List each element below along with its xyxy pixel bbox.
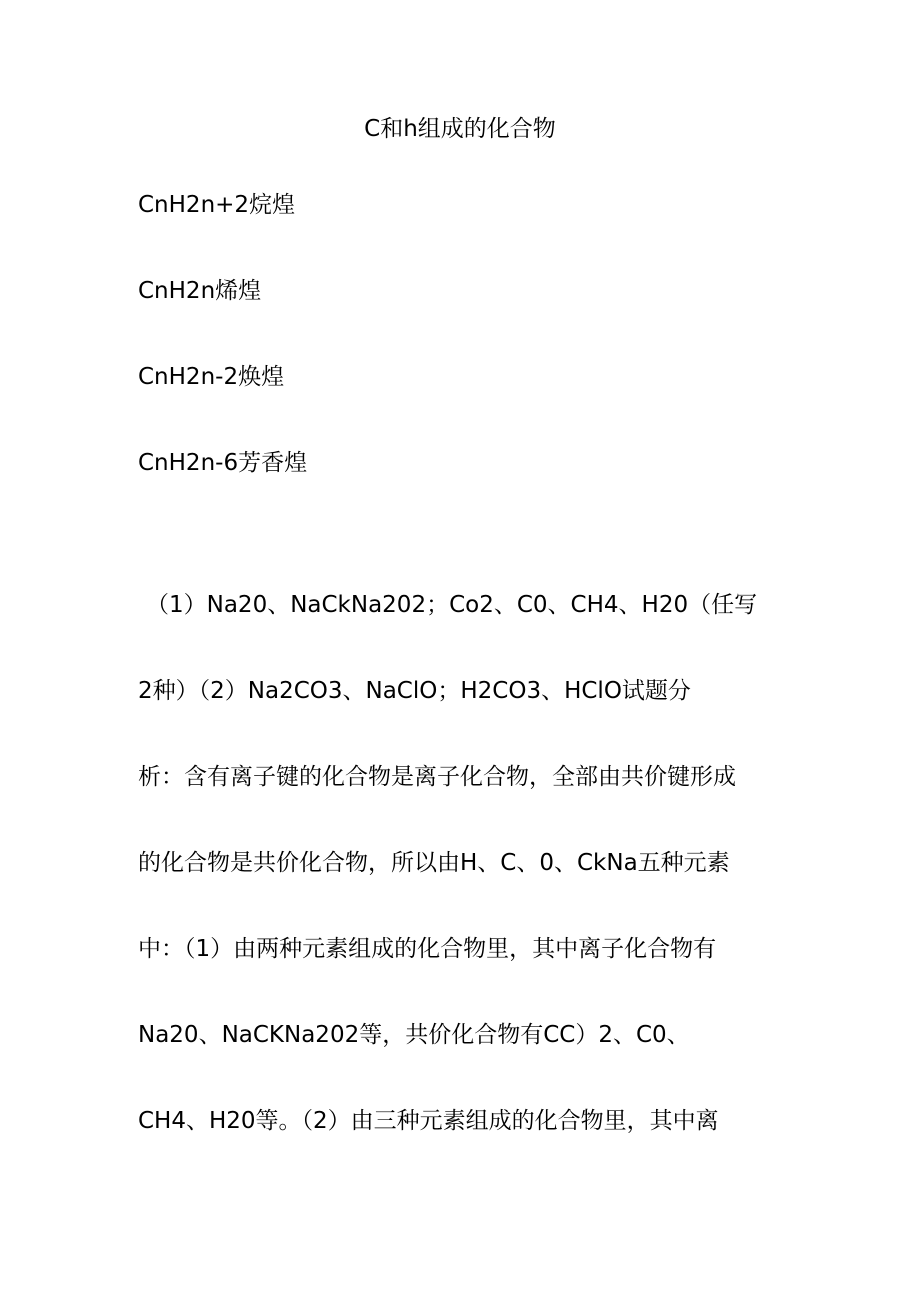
formula-alkane: CnH2n+2烷煌 — [138, 192, 296, 218]
paragraph-line: Na20、NaCKNa202等，共价化合物有CC）2、C0、 — [138, 1022, 690, 1048]
paragraph-line: 析：含有离子键的化合物是离子化合物，全部由共价键形成 — [138, 764, 736, 790]
paragraph-line: 2种）（2）Na2CO3、NaClO；H2CO3、HClO试题分 — [138, 678, 691, 704]
paragraph-line: CH4、H20等。（2）由三种元素组成的化合物里，其中离 — [138, 1108, 719, 1134]
paragraph-line: 的化合物是共价化合物，所以由H、C、0、CkNa五种元素 — [138, 850, 730, 876]
formula-alkene: CnH2n烯煌 — [138, 278, 262, 304]
formula-aromatic: CnH2n-6芳香煌 — [138, 450, 308, 476]
paragraph-line: 中：（1）由两种元素组成的化合物里，其中离子化合物有 — [138, 936, 717, 962]
document-title: C和h组成的化合物 — [364, 116, 556, 142]
paragraph-line: （1）Na20、NaCkNa202；Co2、C0、CH4、H20（任写 — [146, 592, 758, 618]
formula-alkyne: CnH2n-2焕煌 — [138, 364, 285, 390]
